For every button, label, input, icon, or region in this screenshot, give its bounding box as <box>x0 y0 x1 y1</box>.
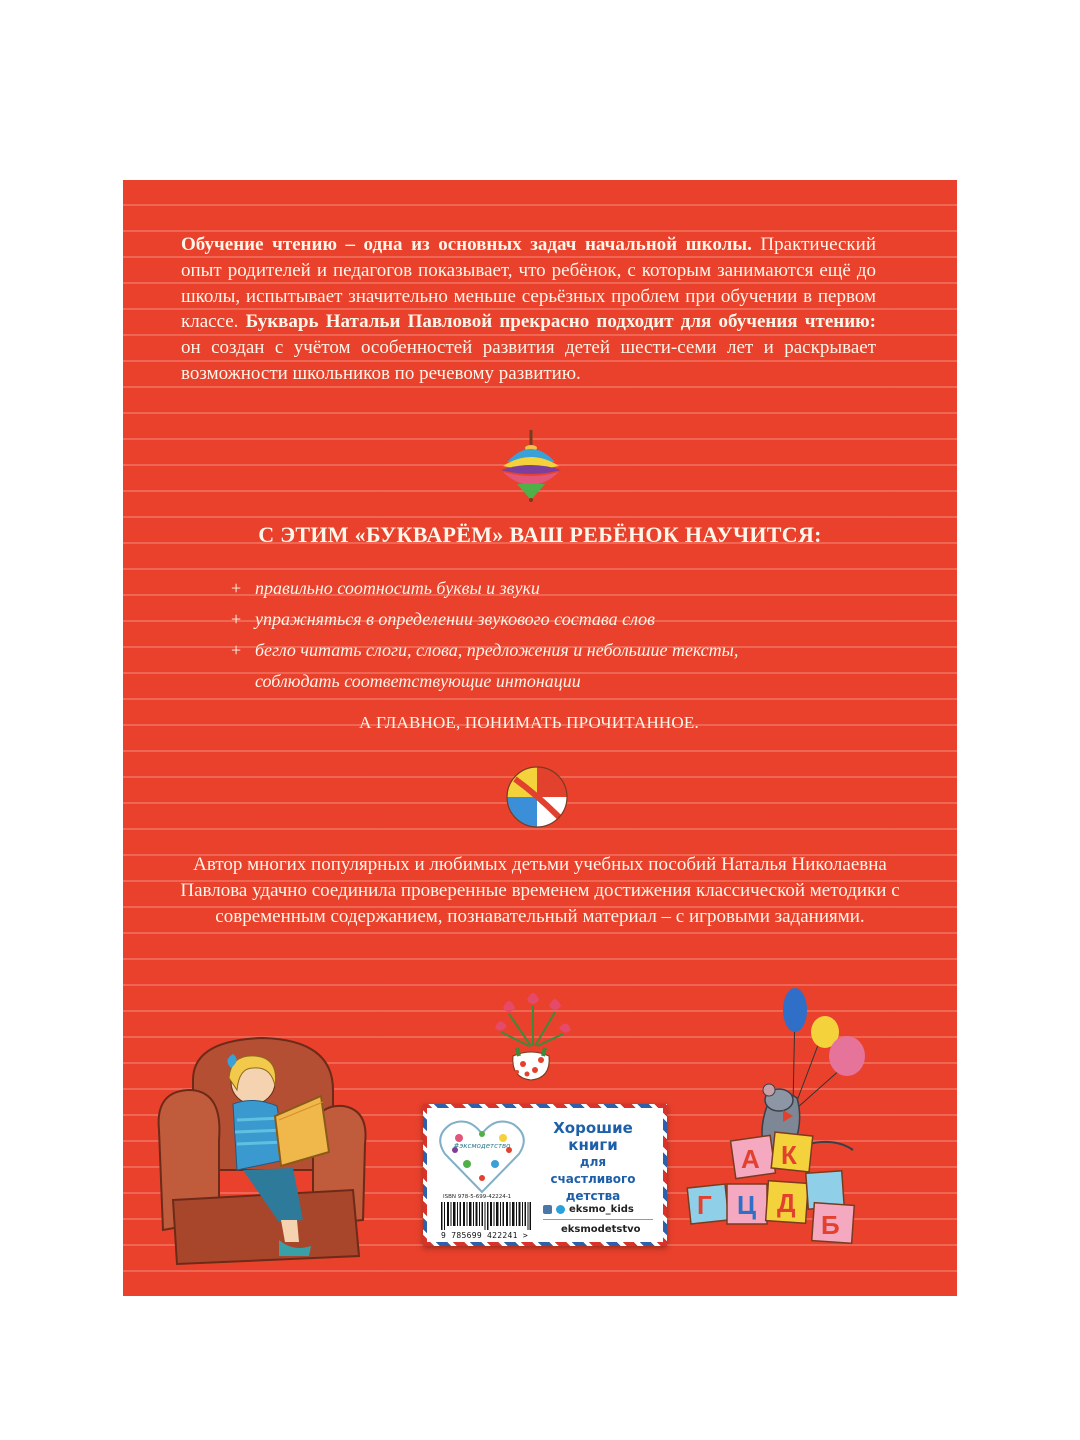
isbn-text: ISBN 978-5-699-42224-1 <box>443 1194 512 1200</box>
intro-bold-lead: Обучение чтению – одна из основных задач начальной школы. <box>181 234 752 255</box>
slogan-line: Хорошие <box>553 1119 633 1137</box>
social-links <box>543 1202 653 1235</box>
skill-item <box>231 573 871 604</box>
barcode <box>441 1202 531 1230</box>
plus-icon: + <box>231 578 242 598</box>
spinning-top-illustration <box>493 428 569 504</box>
social-handle-2: eksmodetstvo <box>561 1224 641 1235</box>
plus-icon: + <box>231 640 242 660</box>
skill-item-continued <box>231 666 871 697</box>
intro-bold-mid: Букварь Натальи Павловой прекрасно подходит для обучения чтению: <box>245 311 876 333</box>
block-letter: К <box>781 1140 797 1170</box>
skill-item <box>231 604 871 635</box>
barcode-number: 9 785699 422241 > <box>441 1231 528 1240</box>
block-letter: Ц <box>737 1190 756 1220</box>
telegram-icon <box>556 1205 565 1214</box>
skills-heading: С ЭТИМ «БУКВАРЁМ» ВАШ РЕБЁНОК НАУЧИТСЯ: <box>258 522 822 547</box>
slogan-line: книги <box>568 1136 618 1154</box>
social-handle: eksmo_kids <box>569 1203 634 1215</box>
skill-text: соблюдать соответствующие интонации <box>255 671 581 691</box>
slogan-line: детства <box>565 1189 621 1203</box>
intro-text-1: Практический опыт родителей и педагогов показывает, что ребёнок, с которым занимаются ещё до школы, испытывает значительно меньше серьёзных проблем при обучении в первом классе. <box>181 234 876 333</box>
motto-line: А ГЛАВНОЕ, ПОНИМАТЬ ПРОЧИТАННОЕ. <box>359 713 699 732</box>
plus-icon: + <box>231 609 242 629</box>
vk-icon <box>543 1205 552 1214</box>
book-back-cover <box>123 180 957 1296</box>
block-letter: Д <box>777 1188 796 1218</box>
sticker-slogan <box>537 1120 649 1205</box>
heart-hashtag: #эксмодетство <box>453 1142 511 1150</box>
skill-item <box>231 635 871 666</box>
heart-logo-icon <box>437 1118 527 1194</box>
skill-text: правильно соотносить буквы и звуки <box>255 578 540 598</box>
skill-text: упражняться в определении звукового состава слов <box>255 609 655 629</box>
slogan-line: для счастливого <box>550 1155 636 1186</box>
block-letter: Б <box>821 1210 840 1240</box>
skill-text: бегло читать слоги, слова, предложения и небольшие тексты, <box>255 640 739 660</box>
beach-ball-illustration <box>505 765 569 829</box>
block-letter: А <box>741 1144 760 1174</box>
intro-paragraph <box>181 232 876 387</box>
author-paragraph: Автор многих популярных и любимых детьми учебных пособий Наталья Николаевна Павлова удачно соединила проверенные временем достижения классической методики с современным содержанием, познавательный материал – с игровыми заданиями. <box>180 854 900 927</box>
publisher-sticker <box>423 1104 667 1246</box>
intro-text-2: он создан с учётом особенностей развития детей шести-семи лет и раскрывает возможности школьников по речевому развитию. <box>181 337 876 384</box>
tulips-vase-illustration <box>489 986 575 1084</box>
skills-list <box>231 573 871 697</box>
social-row-kids <box>543 1202 653 1220</box>
girl-in-armchair-illustration <box>153 1020 373 1270</box>
mouse-blocks-balloons-illustration <box>683 986 873 1254</box>
block-letter: Г <box>697 1190 712 1220</box>
